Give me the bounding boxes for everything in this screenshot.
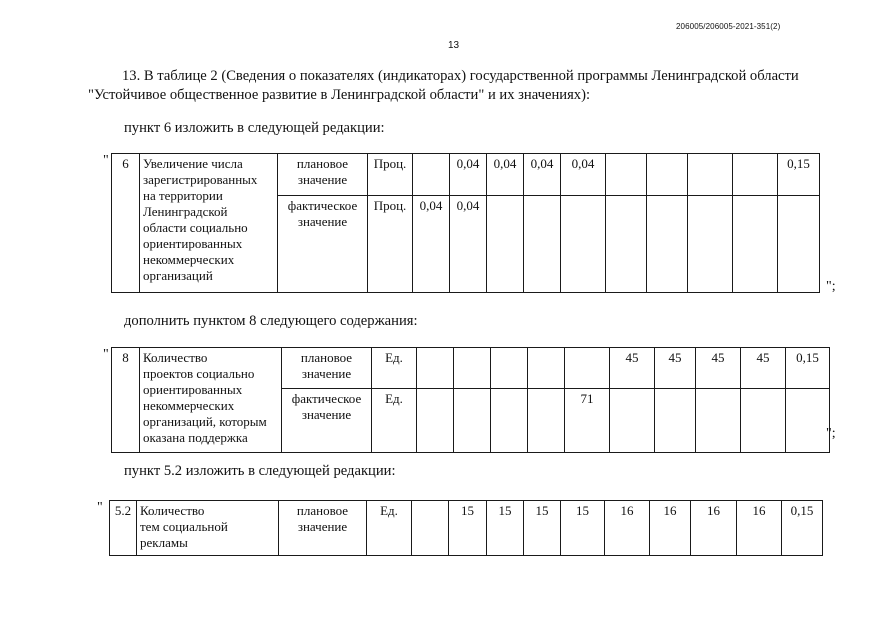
value-cell — [741, 389, 786, 453]
value-cell — [733, 154, 778, 196]
value-cell — [688, 196, 733, 293]
value-kind: плановое значение — [278, 154, 368, 196]
document-id: 206005/206005-2021-351(2) — [676, 22, 781, 31]
indicator-name: Увеличение числа зарегистрированных на территории Ленинградской области социально ориентированных некоммерческих организаций — [140, 154, 278, 293]
value-cell: 0,15 — [786, 348, 830, 389]
value-cell — [606, 196, 647, 293]
opening-quote: " — [97, 500, 103, 515]
value-cell: 16 — [691, 501, 737, 556]
unit-cell: Ед. — [372, 348, 417, 389]
value-cell: 45 — [696, 348, 741, 389]
value-cell: 0,04 — [450, 196, 487, 293]
indicator-name: Количество тем социальной рекламы — [137, 501, 279, 556]
intro-line-2: "Устойчивое общественное развитие в Ленинградской области" и их значениях): — [88, 87, 591, 103]
value-cell — [778, 196, 820, 293]
intro-line-1: 13. В таблице 2 (Сведения о показателях (индикаторах) государственной программы Ленинградской области — [122, 68, 799, 84]
section-lead-6: пункт 6 изложить в следующей редакции: — [124, 120, 385, 136]
value-cell — [454, 389, 491, 453]
value-kind: фактическое значение — [278, 196, 368, 293]
value-cell — [454, 348, 491, 389]
value-cell: 16 — [737, 501, 782, 556]
indicator-table-5-2 — [109, 500, 823, 556]
value-cell: 0,15 — [782, 501, 823, 556]
value-cell: 0,04 — [413, 196, 450, 293]
unit-cell: Проц. — [368, 154, 413, 196]
value-cell — [561, 196, 606, 293]
value-cell — [524, 196, 561, 293]
value-cell: 45 — [741, 348, 786, 389]
value-cell — [606, 154, 647, 196]
value-cell — [528, 389, 565, 453]
value-cell: 15 — [449, 501, 487, 556]
value-cell: 45 — [610, 348, 655, 389]
value-cell — [412, 501, 449, 556]
value-cell: 16 — [605, 501, 650, 556]
item-number: 8 — [112, 348, 140, 453]
value-cell — [413, 154, 450, 196]
item-number: 6 — [112, 154, 140, 293]
table-row — [112, 154, 820, 196]
value-cell — [647, 154, 688, 196]
value-cell — [491, 348, 528, 389]
value-cell: 0,04 — [450, 154, 487, 196]
value-cell: 71 — [565, 389, 610, 453]
value-kind: фактическое значение — [282, 389, 372, 453]
value-kind: плановое значение — [282, 348, 372, 389]
value-cell — [491, 389, 528, 453]
value-cell — [565, 348, 610, 389]
value-cell — [786, 389, 830, 453]
value-cell: 16 — [650, 501, 691, 556]
section-lead-5-2: пункт 5.2 изложить в следующей редакции: — [124, 463, 396, 479]
value-cell: 45 — [655, 348, 696, 389]
value-cell — [655, 389, 696, 453]
value-cell — [417, 389, 454, 453]
value-cell — [688, 154, 733, 196]
item-number: 5.2 — [110, 501, 137, 556]
opening-quote: " — [103, 347, 109, 362]
value-cell: 15 — [487, 501, 524, 556]
page-number: 13 — [448, 40, 460, 51]
indicator-table-8 — [111, 347, 830, 453]
section-lead-8: дополнить пунктом 8 следующего содержания: — [124, 313, 418, 329]
closing-quote: "; — [826, 279, 836, 294]
table-row — [110, 501, 823, 556]
value-kind: плановое значение — [279, 501, 367, 556]
value-cell: 0,04 — [487, 154, 524, 196]
unit-cell: Проц. — [368, 196, 413, 293]
value-cell: 15 — [524, 501, 561, 556]
opening-quote: " — [103, 153, 109, 168]
unit-cell: Ед. — [372, 389, 417, 453]
value-cell — [696, 389, 741, 453]
value-cell — [610, 389, 655, 453]
value-cell: 0,15 — [778, 154, 820, 196]
value-cell — [528, 348, 565, 389]
indicator-table-6 — [111, 153, 820, 293]
closing-quote: "; — [826, 426, 836, 441]
value-cell — [733, 196, 778, 293]
table-row — [112, 348, 830, 389]
value-cell: 15 — [561, 501, 605, 556]
indicator-name: Количество проектов социально ориентированных некоммерческих организаций, которым оказана поддержка — [140, 348, 282, 453]
value-cell — [487, 196, 524, 293]
unit-cell: Ед. — [367, 501, 412, 556]
value-cell: 0,04 — [561, 154, 606, 196]
value-cell — [417, 348, 454, 389]
value-cell: 0,04 — [524, 154, 561, 196]
value-cell — [647, 196, 688, 293]
